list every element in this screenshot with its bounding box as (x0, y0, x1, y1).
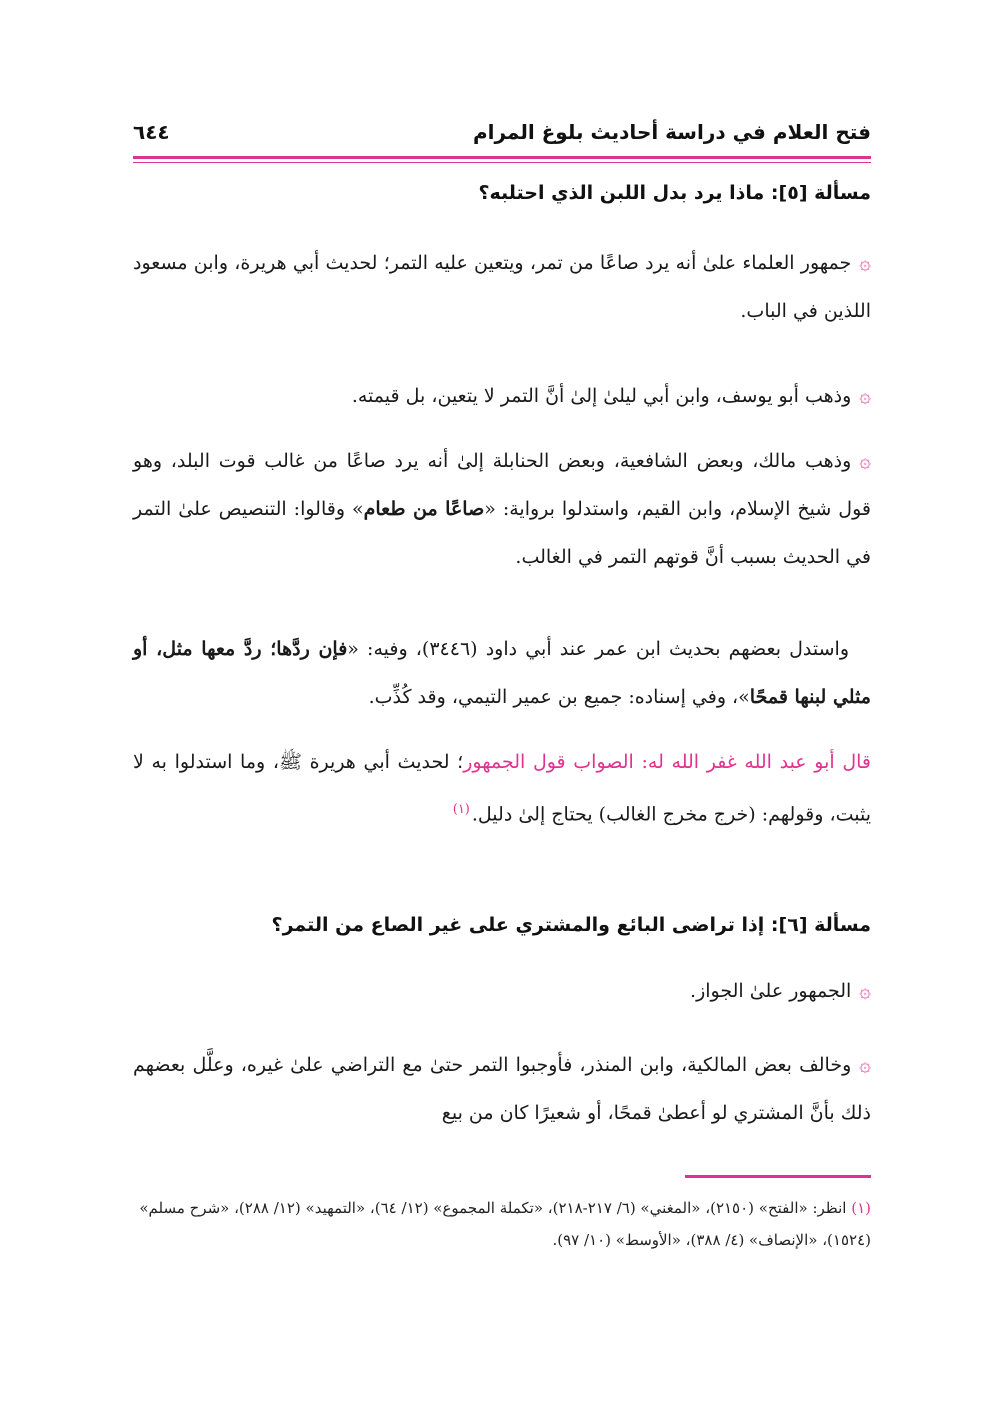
header-rule-thick (133, 156, 871, 159)
footnote-separator (685, 1175, 871, 1178)
q5-p4-text-a: واستدل بعضهم بحديث ابن عمر عند أبي داود (٣٤٤٦)، وفيه: « (347, 638, 850, 660)
q6-p2-text: وخالف بعض المالكية، وابن المنذر، فأوجبوا التمر حتىٰ مع التراضي علىٰ غيره، وعلَّل بعضهم ذلك بأنَّ المشتري لو أعطىٰ قمحًا، أو شعيرًا كان من بيع (133, 1054, 871, 1124)
question-6-heading: مسألة [٦]: إذا تراضى البائع والمشتري على غير الصاع من التمر؟ (271, 914, 871, 936)
author-opinion-label: قال أبو عبد الله غفر الله له: الصواب قول الجمهور (463, 751, 872, 773)
q5-paragraph-4 (133, 625, 871, 721)
q5-p3-text-b: » وقالوا: التنصيص علىٰ التمر في الحديث بسبب أنَّ قوتهم التمر في الغالب. (133, 498, 871, 568)
book-title: فتح العلام في دراسة أحاديث بلوغ المرام (472, 120, 871, 144)
running-header (133, 114, 871, 154)
q5-p3-quote: صاعًا من طعام (363, 498, 485, 520)
flower-bullet-icon: ۞ (859, 1052, 871, 1076)
flower-bullet-icon: ۞ (859, 978, 871, 1002)
header-rule-thin (133, 162, 871, 163)
q5-p4-text-b: »، وفي إسناده: جميع بن عمير التيمي، وقد كُذِّب. (368, 686, 750, 708)
footnote-1 (133, 1192, 871, 1256)
q6-p1-text: الجمهور علىٰ الجواز. (690, 980, 852, 1002)
q5-p2-text: وذهب أبو يوسف، وابن أبي ليلىٰ إلىٰ أنَّ التمر لا يتعين، بل قيمته. (351, 385, 852, 407)
q5-p1-text: جمهور العلماء علىٰ أنه يرد صاعًا من تمر، ويتعين عليه التمر؛ لحديث أبي هريرة، وابن مسعود اللذين في الباب. (133, 252, 871, 322)
flower-bullet-icon: ۞ (859, 448, 871, 472)
q5-p3-text-a: وذهب مالك، وبعض الشافعية، وبعض الحنابلة إلىٰ أنه يرد صاعًا من غالب قوت البلد، وهو قول شيخ الإسلام، وابن القيم، واستدلوا برواية: « (133, 450, 871, 520)
q6-paragraph-1 (133, 966, 871, 1015)
page-number: ٦٤٤ (133, 120, 170, 144)
footnote-reference-1[interactable]: (١) (452, 802, 470, 817)
flower-bullet-icon: ۞ (859, 383, 871, 407)
footnote-marker: (١) (851, 1199, 871, 1217)
q5-paragraph-3 (133, 436, 871, 581)
q5-p5-text: ؛ لحديث أبي هريرة ﷺ، وما استدلوا به لا يثبت، وقولهم: (خرج مخرج الغالب) يحتاج إلىٰ دليل. (133, 751, 871, 826)
q5-paragraph-1 (133, 238, 871, 335)
question-5-heading: مسألة [٥]: ماذا يرد بدل اللبن الذي احتلبه؟ (478, 182, 871, 204)
q5-p4-quote: فإن ردَّها؛ ردَّ معها مثل، أو مثلي لبنها قمحًا (133, 638, 871, 708)
q5-paragraph-2 (133, 371, 871, 420)
flower-bullet-icon: ۞ (859, 250, 871, 274)
q5-author-opinion (133, 738, 871, 838)
q6-paragraph-2 (133, 1040, 871, 1137)
footnote-text: انظر: «الفتح» (٢١٥٠)، «المغني» (٦/ ٢١٧-٢١٨)، «تكملة المجموع» (١٢/ ٦٤)، «التمهيد» (١٢/ ٢٨٨)، «شرح مسلم» (١٥٢٤)، «الإنصاف» (٤/ ٣٨٨)، «الأوسط» (١٠/ ٩٧). (139, 1199, 871, 1249)
